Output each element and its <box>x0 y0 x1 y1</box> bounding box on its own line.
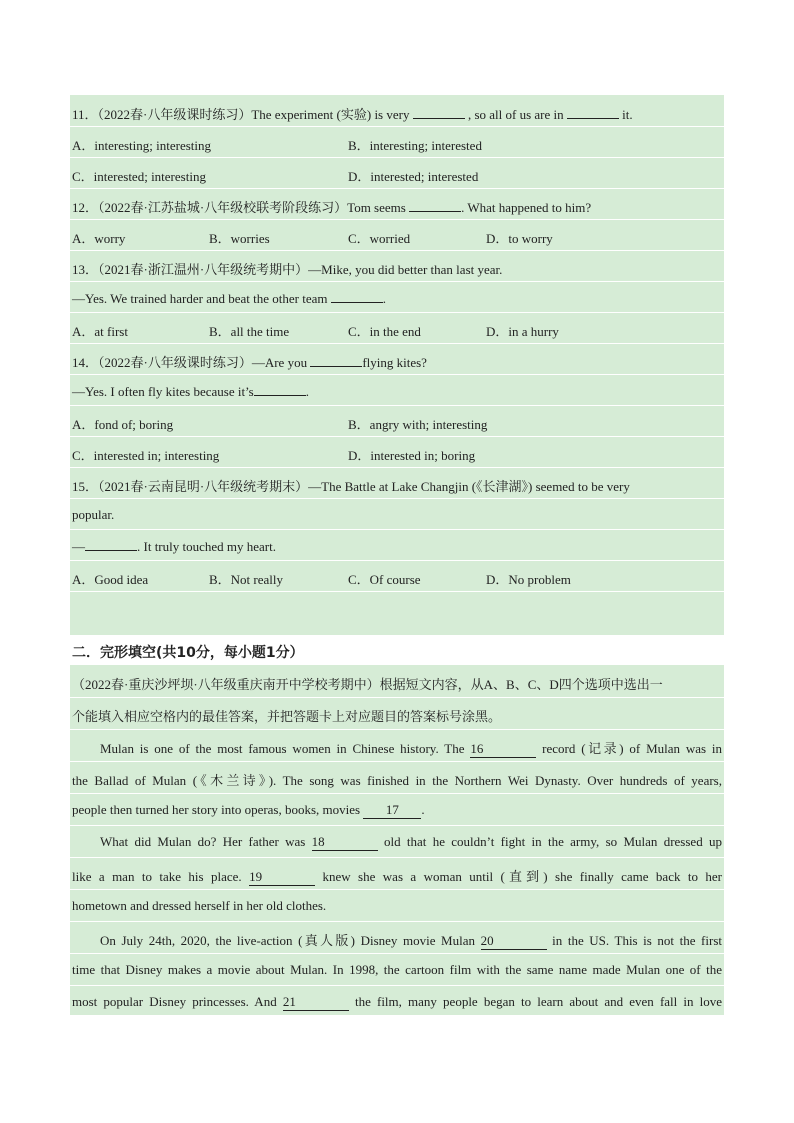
option-d[interactable]: D．No problem <box>486 572 571 587</box>
q14-options-row2 <box>70 436 724 468</box>
option-d[interactable]: D．interested in; boring <box>348 448 476 463</box>
question-15 <box>70 467 724 499</box>
q13-options <box>70 312 724 344</box>
q13-reply: —Yes. We trained harder and beat the other team . <box>70 281 724 313</box>
q14-options-row1 <box>70 405 724 437</box>
paragraph-1-line3: people then turned her story into operas, books, movies 17 . <box>70 793 724 826</box>
q14-reply: —Yes. I often fly kites because it’s . <box>70 374 724 406</box>
q15-stem-cont: popular. <box>70 498 724 530</box>
option-c[interactable]: C．interested; interesting <box>72 169 206 184</box>
q14-stem: 14．（2022春·八年级课时练习）—Are you <box>72 355 308 370</box>
paragraph-2-line1: What did Mulan do? Her father was 18 old that he couldn’t fight in the army, so Mulan dressed up <box>70 825 724 858</box>
question-11: 11．（2022春·八年级课时练习）The experiment (实验) is very , so all of us are in it. <box>70 95 724 127</box>
answer-blank <box>413 106 465 119</box>
question-12: 12．（2022春·江苏盐城·八年级校联考阶段练习）Tom seems . What happened to him? <box>70 188 724 220</box>
option-c[interactable]: C．interested in; interesting <box>72 448 220 463</box>
q15-stem: 15．（2021春·云南昆明·八年级统考期末）—The Battle at Lake Changjin (《长津湖》) seemed to be very <box>72 479 630 494</box>
paragraph-3-line2: time that Disney makes a movie about Mulan. In 1998, the cartoon film with the same name made Mulan one of the <box>70 953 724 986</box>
q11-options-row1 <box>70 126 724 158</box>
paragraph-3-line3: most popular Disney princesses. And 21 the film, many people began to learn about and even fall in love <box>72 994 723 1009</box>
option-c[interactable]: C．in the end <box>348 324 421 339</box>
option-d[interactable]: D．interested; interested <box>348 169 479 184</box>
cloze-passage <box>70 665 724 1015</box>
option-b[interactable]: B．angry with; interesting <box>348 417 488 432</box>
answer-blank <box>567 106 619 119</box>
paragraph-1-line1: Mulan is one of the most famous women in Chinese history. The 16 record (记录) of Mulan was in <box>70 729 724 762</box>
q15-reply: — . It truly touched my heart. <box>70 529 724 561</box>
cloze-intro-line2: 个能填入相应空格内的最佳答案，并把答题卡上对应题目的答案标号涂黑。 <box>70 697 724 730</box>
answer-blank <box>85 538 137 551</box>
blank-19[interactable]: 19 <box>249 869 315 886</box>
blank-17[interactable]: 17 <box>363 802 421 819</box>
option-c[interactable]: C．Of course <box>348 572 421 587</box>
paragraph-2-line2: like a man to take his place. 19 knew she was a woman until (直到) she finally came back to her <box>70 857 724 890</box>
empty-row <box>70 591 724 622</box>
option-a[interactable]: A．Good idea <box>72 572 149 587</box>
paragraph-2-line3: hometown and dressed herself in her old clothes. <box>70 889 724 922</box>
answer-blank <box>310 354 362 367</box>
blank-21[interactable]: 21 <box>283 994 349 1011</box>
paragraph-1-line2: the Ballad of Mulan (《木兰诗》). The song was finished in the Northern Wei Dynasty. Over hundreds of years, <box>70 761 724 794</box>
option-d[interactable]: D．in a hurry <box>486 324 559 339</box>
paragraph-3-line1: On July 24th, 2020, the live-action (真人版) Disney movie Mulan 20 in the US. This is not the first <box>70 921 724 954</box>
option-a[interactable]: A．at first <box>72 324 128 339</box>
option-b[interactable]: B．all the time <box>209 324 290 339</box>
q11-stem: 11．（2022春·八年级课时练习）The experiment (实验) is very <box>72 107 410 122</box>
q15-options <box>70 560 724 592</box>
option-a[interactable]: A．fond of; boring <box>72 417 174 432</box>
q12-stem: 12．（2022春·江苏盐城·八年级校联考阶段练习）Tom seems <box>72 200 406 215</box>
option-b[interactable]: B．Not really <box>209 572 284 587</box>
question-14: 14．（2022春·八年级课时练习）—Are you flying kites? <box>70 343 724 375</box>
q11-options-row2 <box>70 157 724 189</box>
blank-20[interactable]: 20 <box>481 933 547 950</box>
questions-block <box>70 95 724 635</box>
option-b[interactable]: B．worries <box>209 231 270 246</box>
blank-18[interactable]: 18 <box>312 834 378 851</box>
option-b[interactable]: B．interesting; interested <box>348 138 482 153</box>
blank-16[interactable]: 16 <box>470 741 536 758</box>
cloze-intro-line1: （2022春·重庆沙坪坝·八年级重庆南开中学校考期中）根据短文内容，从A、B、C、D四个选项中选出一 <box>70 665 724 698</box>
option-d[interactable]: D．to worry <box>486 231 553 246</box>
option-a[interactable]: A．worry <box>72 231 126 246</box>
section-heading: 二．完形填空(共10分，每小题1分） <box>72 645 304 661</box>
option-a[interactable]: A．interesting; interesting <box>72 138 212 153</box>
answer-blank <box>331 290 383 303</box>
q13-stem: 13．（2021春·浙江温州·八年级统考期中）—Mike, you did better than last year. <box>72 262 503 277</box>
answer-blank <box>409 199 461 212</box>
q12-options <box>70 219 724 251</box>
answer-blank <box>254 383 306 396</box>
option-c[interactable]: C．worried <box>348 231 411 246</box>
question-13 <box>70 250 724 282</box>
